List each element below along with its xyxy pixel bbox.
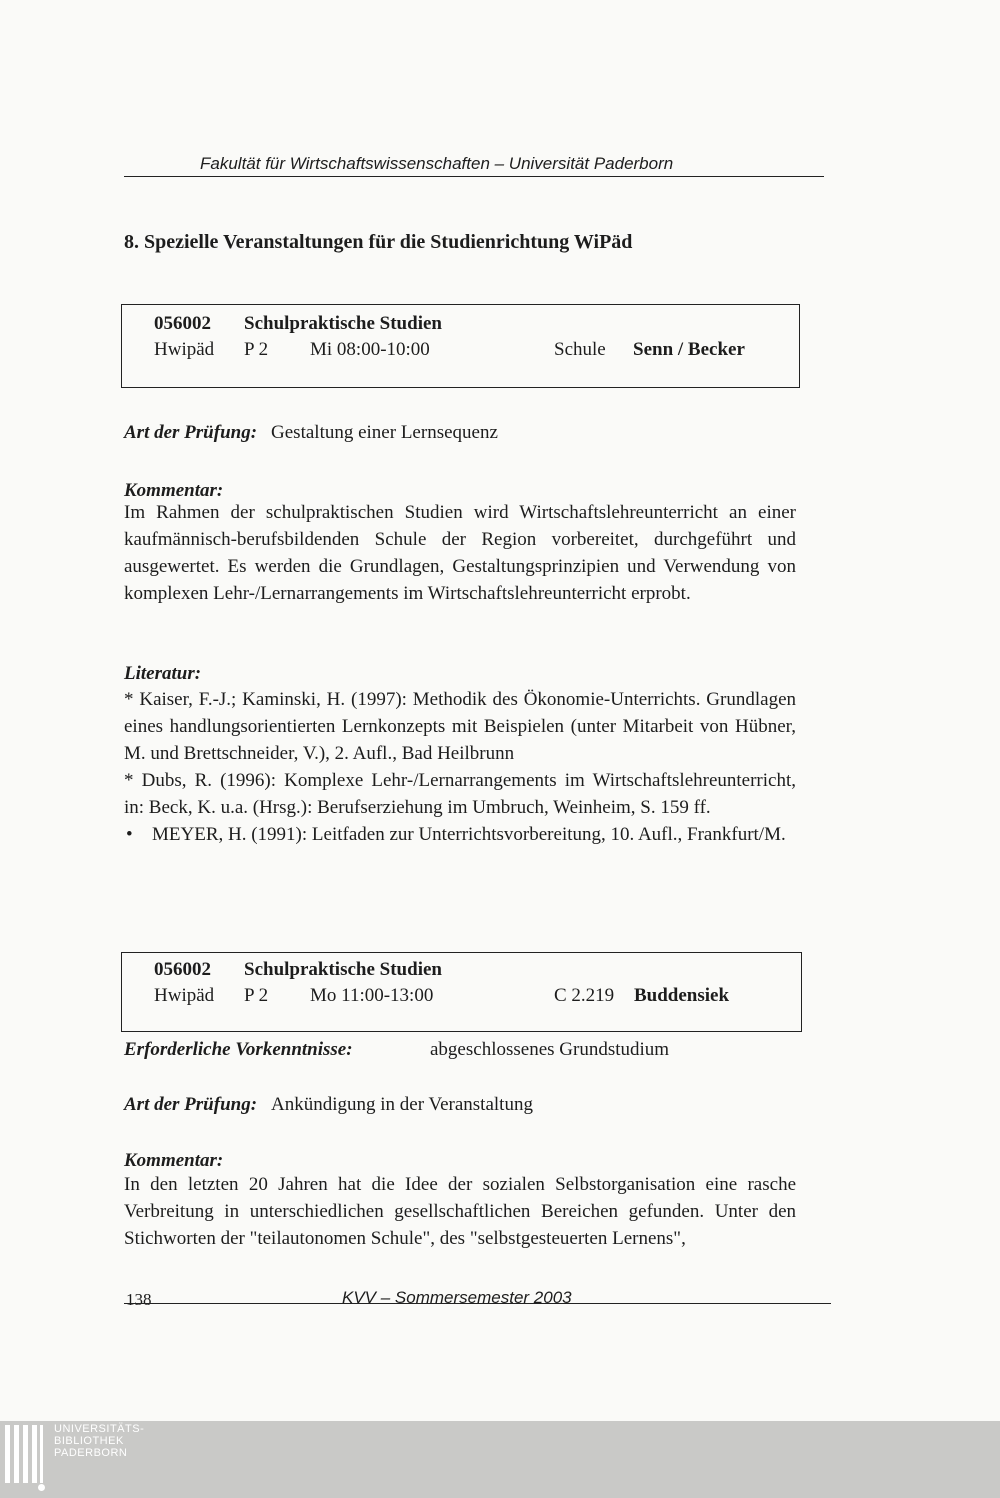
library-name <box>54 1423 144 1459</box>
course-period: P 2 <box>244 985 269 1006</box>
course-title: Schulpraktische Studien <box>244 959 442 980</box>
footer-rule <box>124 1303 831 1304</box>
course-box-2 <box>121 952 802 1032</box>
exam-row-2 <box>124 1094 533 1116</box>
bullet-icon: • <box>126 824 133 845</box>
footer-semester: KVV – Sommersemester 2003 <box>342 1288 572 1307</box>
course-room: C 2.219 <box>554 985 615 1006</box>
library-line: PADERBORN <box>54 1447 128 1459</box>
course-room: Schule <box>554 339 606 360</box>
course-period: P 2 <box>244 339 269 360</box>
course-teacher: Senn / Becker <box>633 339 745 360</box>
comment-paragraph: Im Rahmen der schulpraktischen Studien wird Wirtschaftslehreunterricht an einer kaufmännisch-berufsbildenden Schule der Region vorbereitet, durchgeführt und ausgewertet. Es werden die Grundlagen, Gestaltungsprinzipien und Verwendung von komplexen Lehr-/Lernarrangements im Wirtschaftslehreunterricht erprobt. <box>124 502 796 604</box>
library-line: UNIVERSITÄTS- <box>54 1423 145 1435</box>
course-box-1 <box>121 304 800 388</box>
prereq-value: abgeschlossenes Grundstudium <box>430 1039 670 1060</box>
course-number: 056002 <box>154 313 211 334</box>
course-teacher: Buddensiek <box>634 985 730 1006</box>
exam-label: Art der Prüfung: <box>124 1094 258 1115</box>
library-line: BIBLIOTHEK <box>54 1435 124 1447</box>
literature-label: Literatur: <box>124 663 202 684</box>
exam-label: Art der Prüfung: <box>124 422 258 443</box>
section-title: 8. Spezielle Veranstaltungen für die Studienrichtung WiPäd <box>124 231 633 253</box>
course-program: Hwipäd <box>154 985 215 1006</box>
course-title: Schulpraktische Studien <box>244 313 442 334</box>
course-program: Hwipäd <box>154 339 215 360</box>
header-rule <box>124 176 824 177</box>
literature-item <box>124 821 796 848</box>
course-time: Mi 08:00-10:00 <box>310 339 430 360</box>
page-number: 138 <box>126 1290 152 1309</box>
exam-value: Gestaltung einer Lernsequenz <box>271 422 498 443</box>
literature-item-text: MEYER, H. (1991): Leitfaden zur Unterrichtsvorbereitung, 10. Aufl., Frankfurt/M. <box>152 824 786 845</box>
literature-list <box>124 686 796 848</box>
exam-row-1 <box>124 422 498 444</box>
prereq-label: Erforderliche Vorkenntnisse: <box>124 1039 353 1060</box>
literature-item: * Kaiser, F.-J.; Kaminski, H. (1997): Methodik des Ökonomie-Unterrichts. Grundlagen eines handlungsorientierten Lernkonzepts mit Beispielen (unter Mitarbeit von Hübner, M. und Brettschneider, V.), 2. Aufl., Bad Heilbrunn <box>124 689 796 764</box>
page-header: Fakultät für Wirtschaftswissenschaften – Universität Paderborn <box>200 154 674 173</box>
comment-text-2 <box>124 1171 796 1252</box>
library-logo-icon <box>5 1425 45 1483</box>
comment-label-2: Kommentar: <box>124 1150 224 1171</box>
library-banner <box>0 1421 1000 1498</box>
course-time: Mo 11:00-13:00 <box>310 985 434 1006</box>
course-number: 056002 <box>154 959 211 980</box>
comment-label-1: Kommentar: <box>124 480 224 501</box>
exam-value: Ankündigung in der Veranstaltung <box>271 1094 533 1115</box>
literature-item: * Dubs, R. (1996): Komplexe Lehr-/Lernarrangements im Wirtschaftslehreunterricht, in: Beck, K. u.a. (Hrsg.): Berufserziehung im Umbruch, Weinheim, S. 159 ff. <box>124 770 796 818</box>
comment-text-1 <box>124 499 796 607</box>
prereq-row <box>124 1039 353 1061</box>
library-logo-dot <box>38 1484 45 1491</box>
comment-paragraph: In den letzten 20 Jahren hat die Idee der sozialen Selbstorganisation eine rasche Verbreitung in unterschiedlichen gesellschaftlichen Bereichen gefunden. Unter den Stichworten der "teilautonomen Schule", des "selbstgesteuerten Lernens", <box>124 1174 796 1249</box>
